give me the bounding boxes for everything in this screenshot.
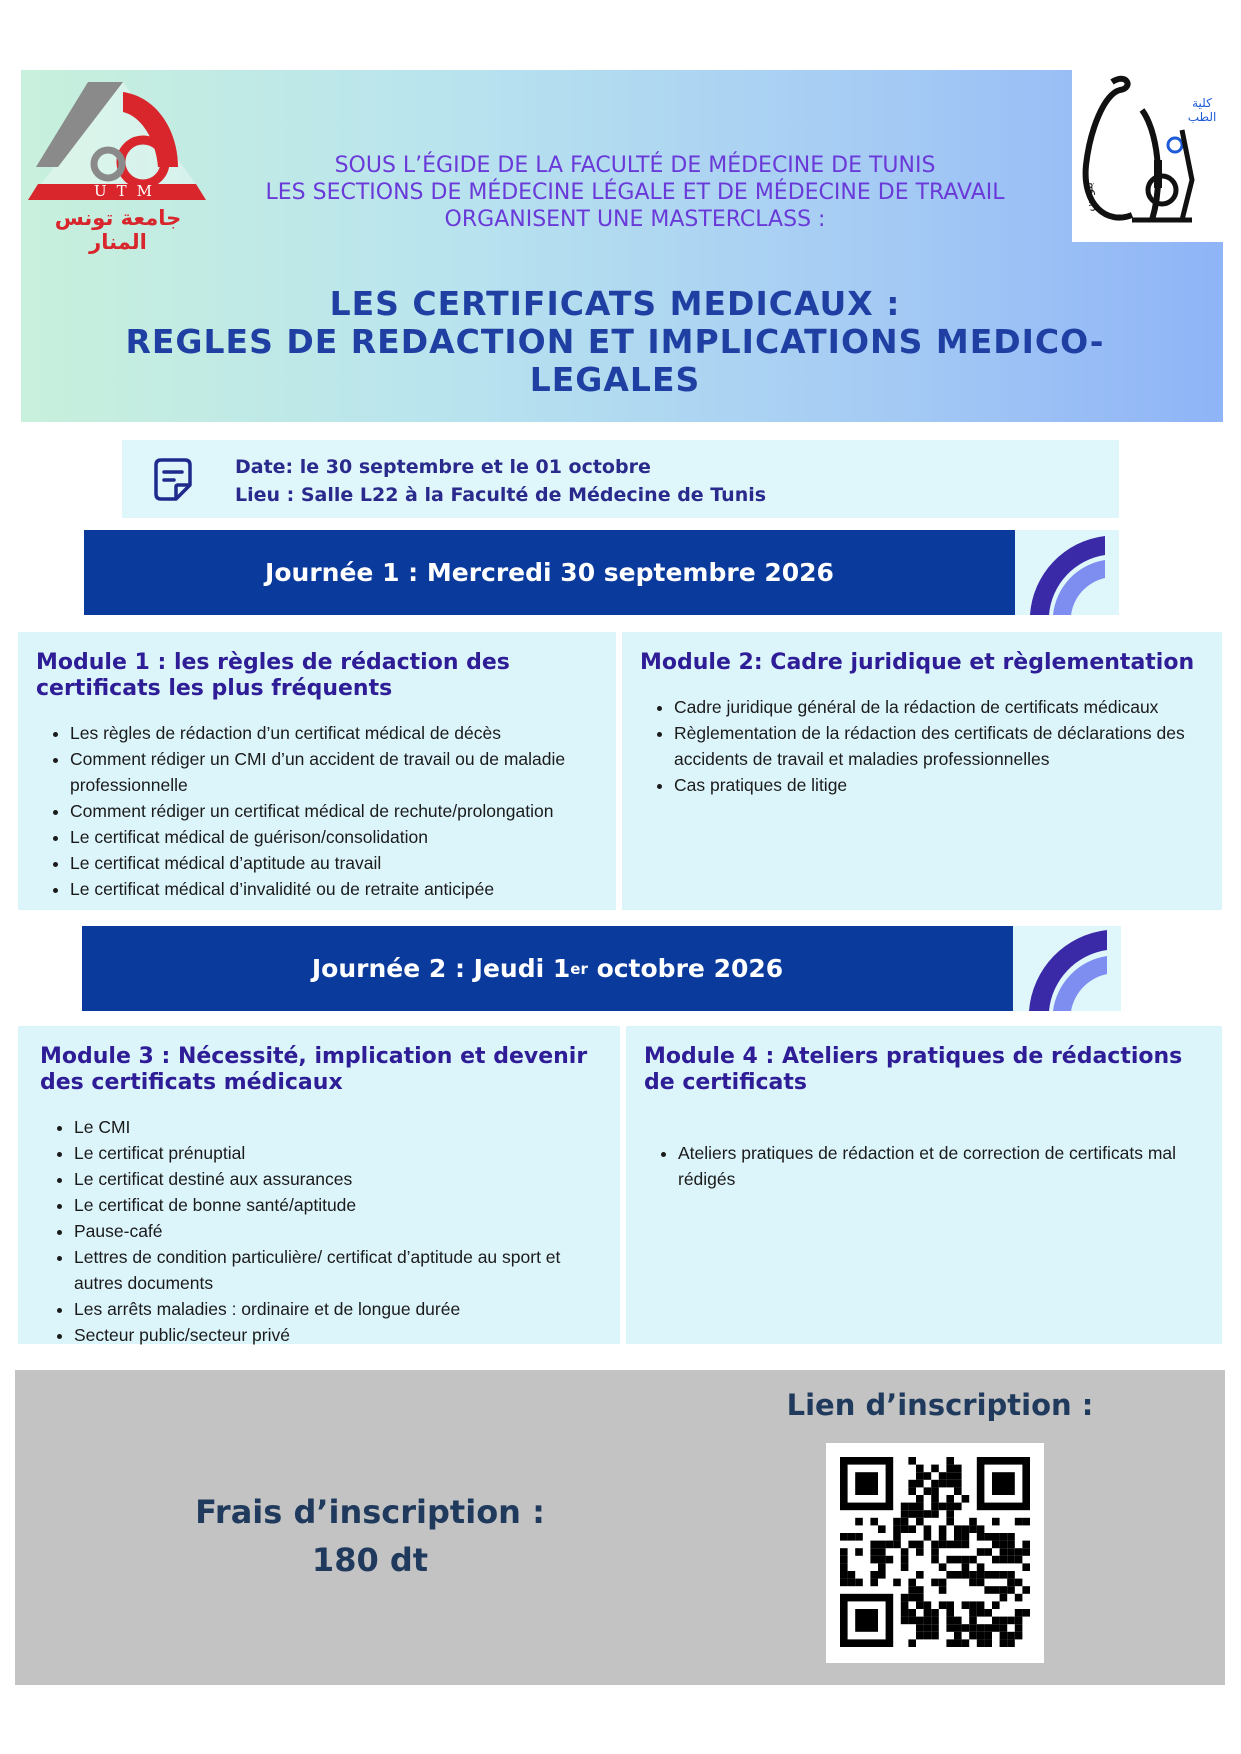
list-item: • Pause-café bbox=[74, 1218, 602, 1244]
list-item: • Le certificat médical d’aptitude au travail bbox=[70, 850, 598, 876]
list-item: • Le certificat destiné aux assurances bbox=[74, 1166, 602, 1192]
module-1-title: Module 1 : les règles de rédaction des certificats les plus fréquents bbox=[36, 650, 510, 701]
list-item: • Secteur public/secteur privé bbox=[74, 1322, 602, 1348]
module-2-title: Module 2: Cadre juridique et règlementation bbox=[640, 650, 1195, 675]
qr-code-icon[interactable] bbox=[826, 1443, 1044, 1663]
faculty-logo bbox=[1072, 70, 1226, 242]
list-item: • Lettres de condition particulière/ certificat d’aptitude au sport et autres documents bbox=[74, 1244, 602, 1296]
module-4 bbox=[626, 1026, 1222, 1344]
module-2 bbox=[622, 632, 1222, 910]
list-item: • Le CMI bbox=[74, 1114, 602, 1140]
fees-block bbox=[140, 1488, 600, 1584]
utm-logo-latin: UTM bbox=[93, 182, 162, 200]
faculty-logo-arabic-top: كلية الطب bbox=[1187, 96, 1217, 124]
info-date: Date: le 30 septembre et le 01 octobre bbox=[235, 456, 651, 478]
title-line-1: LES CERTIFICATS MEDICAUX : bbox=[329, 284, 901, 323]
module-3 bbox=[18, 1026, 620, 1344]
list-item: • Cadre juridique général de la rédaction de certificats médicaux bbox=[674, 694, 1204, 720]
arc-icon bbox=[1015, 530, 1119, 615]
fees-label: Frais d’inscription : bbox=[195, 1493, 545, 1531]
list-item: • Comment rédiger un CMI d’un accident de travail ou de maladie professionnelle bbox=[70, 746, 598, 798]
intro-line-2: LES SECTIONS DE MÉDECINE LÉGALE ET DE MÉDECINE DE TRAVAIL bbox=[265, 180, 1005, 205]
day2-arc-decor bbox=[1013, 926, 1121, 1011]
list-item: • Le certificat médical de guérison/consolidation bbox=[70, 824, 598, 850]
day1-banner-label: Journée 1 : Mercredi 30 septembre 2026 bbox=[265, 558, 834, 587]
list-item: • Cas pratiques de litige bbox=[674, 772, 1204, 798]
intro-text bbox=[200, 152, 1070, 233]
list-item: • Les arrêts maladies : ordinaire et de longue durée bbox=[74, 1296, 602, 1322]
list-item: • Le certificat de bonne santé/aptitude bbox=[74, 1192, 602, 1218]
page-title bbox=[60, 285, 1170, 399]
module-1-list bbox=[36, 720, 598, 902]
title-line-2: REGLES DE REDACTION ET IMPLICATIONS MEDICO- bbox=[125, 322, 1105, 361]
info-place: Lieu : Salle L22 à la Faculté de Médecine de Tunis bbox=[235, 484, 767, 506]
day2-banner-sup: er bbox=[570, 959, 588, 978]
list-item: • Le certificat médical d’invalidité ou de retraite anticipée bbox=[70, 876, 598, 902]
module-1 bbox=[18, 632, 616, 910]
info-text bbox=[235, 453, 766, 509]
fees-value: 180 dt bbox=[311, 1541, 429, 1579]
arc-icon bbox=[1013, 926, 1121, 1011]
list-item: • Les règles de rédaction d’un certificat médical de décès bbox=[70, 720, 598, 746]
registration-link-label: Lien d’inscription : bbox=[786, 1388, 1094, 1422]
day1-arc-decor bbox=[1015, 530, 1119, 615]
day2-banner-prefix: Journée 2 : Jeudi 1 bbox=[311, 954, 571, 983]
day2-banner bbox=[82, 926, 1013, 1011]
intro-line-3: ORGANISENT UNE MASTERCLASS : bbox=[444, 207, 826, 232]
module-2-list bbox=[640, 694, 1204, 798]
module-4-list bbox=[644, 1140, 1204, 1192]
faculty-logo-arabic-side: بتونس bbox=[1082, 182, 1096, 212]
utm-logo bbox=[28, 72, 208, 254]
qr-code-graphic[interactable] bbox=[826, 1443, 1044, 1663]
list-item: • Règlementation de la rédaction des certificats de déclarations des accidents de travail et maladies professionnelles bbox=[674, 720, 1204, 772]
note-icon bbox=[148, 455, 198, 505]
utm-logo-arabic: جامعة تونس المنار bbox=[54, 206, 182, 254]
module-3-list bbox=[40, 1114, 602, 1348]
list-item: • Ateliers pratiques de rédaction et de correction de certificats mal rédigés bbox=[678, 1140, 1204, 1192]
day1-banner bbox=[84, 530, 1015, 615]
title-line-3: LEGALES bbox=[529, 360, 701, 399]
intro-line-1: SOUS L’ÉGIDE DE LA FACULTÉ DE MÉDECINE DE TUNIS bbox=[334, 153, 936, 178]
module-3-title: Module 3 : Nécessité, implication et devenir des certificats médicaux bbox=[40, 1044, 588, 1095]
module-4-title: Module 4 : Ateliers pratiques de rédactions de certificats bbox=[644, 1044, 1183, 1095]
list-item: • Le certificat prénuptial bbox=[74, 1140, 602, 1166]
list-item: • Comment rédiger un certificat médical de rechute/prolongation bbox=[70, 798, 598, 824]
day2-banner-suffix: octobre 2026 bbox=[587, 954, 784, 983]
